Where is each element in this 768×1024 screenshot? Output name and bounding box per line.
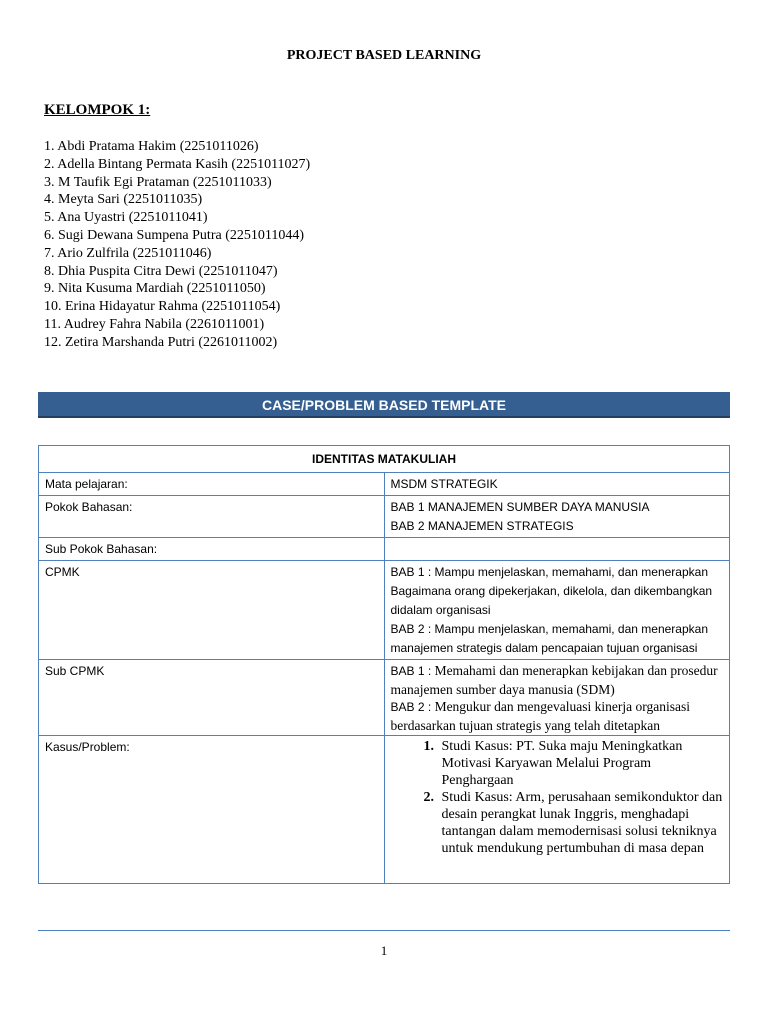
case-item: 2. Studi Kasus: Arm, perusahaan semikonduktor dan desain perangkat lunak Inggris, menghadapi tantangan dalam memodernisasi solusi tekniknya untuk mendukung pertumbuhan di masa depan — [438, 789, 725, 857]
table-row — [39, 538, 730, 561]
row-value-kasus — [384, 736, 730, 884]
member-item: 12. Zetira Marshanda Putri (2261011002) — [44, 334, 278, 350]
row-value-pokok-bahasan — [384, 496, 730, 538]
group-heading: KELOMPOK 1: — [44, 102, 151, 118]
cpmk-bab2: BAB 2 : Mampu menjelaskan, memahami, dan menerapkan manajemen strategis dalam pencapaian tujuan organisasi — [390, 622, 708, 655]
course-identity-table — [38, 445, 730, 884]
pokok-bahasan-line: BAB 1 MANAJEMEN SUMBER DAYA MANUSIA — [390, 500, 650, 514]
member-item: 8. Dhia Puspita Citra Dewi (2251011047) — [44, 263, 278, 279]
table-row — [39, 660, 730, 736]
row-label-cpmk: CPMK — [39, 561, 385, 660]
member-item: 6. Sugi Dewana Sumpena Putra (2251011044) — [44, 227, 304, 243]
table-row — [39, 561, 730, 660]
row-value-cpmk — [384, 561, 730, 660]
footer-divider — [38, 930, 730, 931]
row-value-mata-pelajaran: MSDM STRATEGIK — [384, 473, 730, 496]
sub-cpmk-bab1-text: Memahami dan menerapkan kebijakan dan prosedur manajemen sumber daya manusia (SDM) — [390, 663, 718, 697]
row-label-kasus: Kasus/Problem: — [39, 736, 385, 884]
member-item: 10. Erina Hidayatur Rahma (2251011054) — [44, 299, 281, 315]
row-label-sub-pokok-bahasan: Sub Pokok Bahasan: — [39, 538, 385, 561]
table-row — [39, 736, 730, 884]
pokok-bahasan-line: BAB 2 MANAJEMEN STRATEGIS — [390, 519, 574, 533]
table-header: IDENTITAS MATAKULIAH — [39, 446, 730, 473]
case-item: 1. Studi Kasus: PT. Suka maju Meningkatkan Motivasi Karyawan Melalui Program Penghargaan — [438, 738, 725, 789]
row-label-mata-pelajaran: Mata pelajaran: — [39, 473, 385, 496]
member-item: 2. Adella Bintang Permata Kasih (2251011027) — [44, 156, 311, 172]
template-banner: CASE/PROBLEM BASED TEMPLATE — [38, 392, 730, 418]
member-item: 11. Audrey Fahra Nabila (2261011001) — [44, 316, 265, 332]
sub-cpmk-bab2 — [391, 698, 725, 734]
member-list — [44, 138, 310, 352]
page-number: 1 — [380, 943, 388, 958]
table-row — [39, 473, 730, 496]
row-label-sub-cpmk: Sub CPMK — [39, 660, 385, 736]
case-list — [391, 738, 725, 857]
row-value-sub-pokok-bahasan — [384, 538, 730, 561]
member-item: 3. M Taufik Egi Prataman (2251011033) — [44, 174, 272, 190]
sub-cpmk-bab2-text: Mengukur dan mengevaluasi kinerja organisasi berdasarkan tujuan strategis yang telah ditetapkan — [390, 699, 690, 733]
row-value-sub-cpmk — [384, 660, 730, 736]
row-label-pokok-bahasan: Pokok Bahasan: — [39, 496, 385, 538]
table-row — [39, 496, 730, 538]
member-item: 9. Nita Kusuma Mardiah (2251011050) — [44, 281, 266, 297]
member-item: 5. Ana Uyastri (2251011041) — [44, 210, 208, 226]
member-item: 4. Meyta Sari (2251011035) — [44, 192, 203, 208]
document-title: PROJECT BASED LEARNING — [286, 48, 482, 63]
cpmk-bab1: BAB 1 : Mampu menjelaskan, memahami, dan menerapkan Bagaimana orang dipekerjakan, dikelola, dan dikembangkan didalam organisasi — [390, 565, 713, 617]
sub-cpmk-bab1-prefix: BAB 1 : — [390, 664, 432, 678]
table-header-row — [39, 446, 730, 473]
member-item: 1. Abdi Pratama Hakim (2251011026) — [44, 139, 259, 154]
sub-cpmk-bab2-prefix: BAB 2 : — [390, 700, 432, 714]
member-item: 7. Ario Zulfrila (2251011046) — [44, 245, 212, 261]
sub-cpmk-bab1 — [391, 662, 725, 698]
